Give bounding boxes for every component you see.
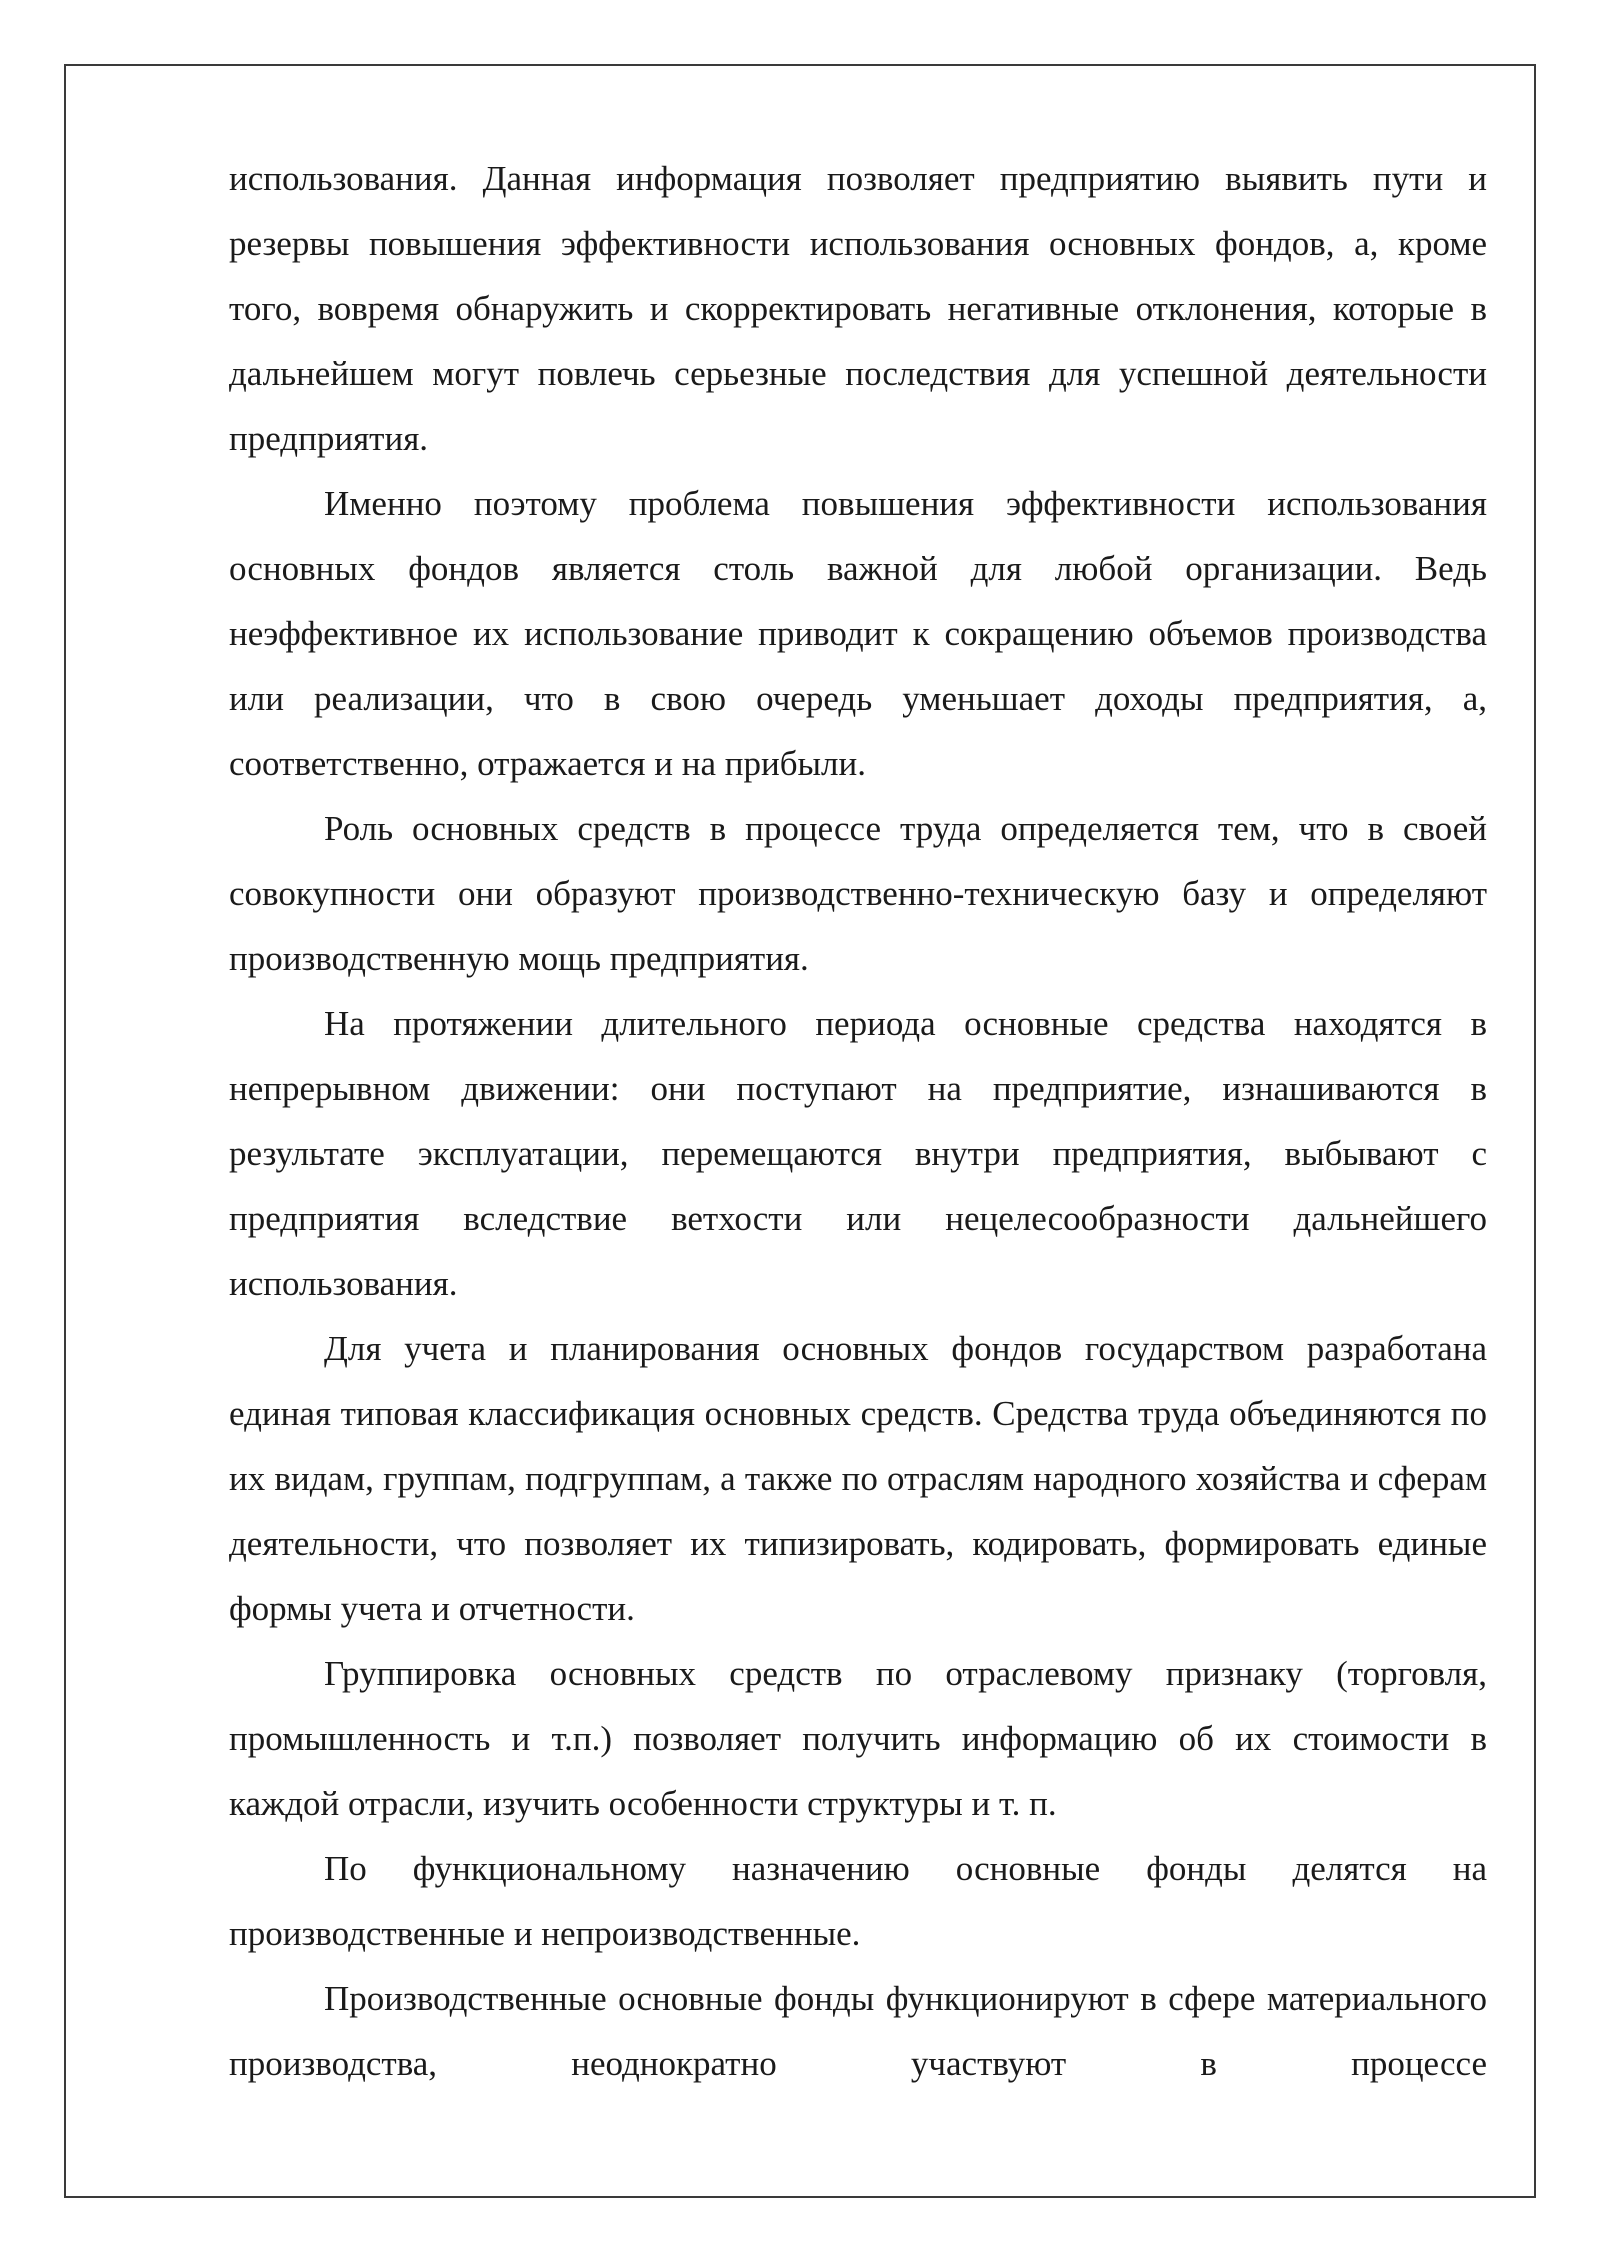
document-body	[229, 146, 1487, 2096]
paragraph: Для учета и планирования основных фондов государством разработана единая типовая классификация основных средств. Средства труда объединяются по их видам, группам, подгруппам, а также по отраслям народного хозяйства и сферам деятельности, что позволяет их типизировать, кодировать, формировать единые формы учета и отчетности.	[229, 1329, 1487, 1628]
paragraph-continues: Производственные основные фонды функционируют в сфере материального производства, неоднократно участвуют в процессе	[229, 1979, 1487, 2083]
paragraph: Группировка основных средств по отраслевому признаку (торговля, промышленность и т.п.) позволяет получить информацию об их стоимости в каждой отрасли, изучить особенности структуры и т. п.	[229, 1654, 1487, 1823]
paragraph: Роль основных средств в процессе труда определяется тем, что в своей совокупности они образуют производственно-техническую базу и определяют производственную мощь предприятия.	[229, 809, 1487, 978]
paragraph: Именно поэтому проблема повышения эффективности использования основных фондов является столь важной для любой организации. Ведь неэффективное их использование приводит к сокращению объемов производства или реализации, что в свою очередь уменьшает доходы предприятия, а, соответственно, отражается и на прибыли.	[229, 484, 1487, 783]
paragraph: На протяжении длительного периода основные средства находятся в непрерывном движении: они поступают на предприятие, изнашиваются в результате эксплуатации, перемещаются внутри предприятия, выбывают с предприятия вследствие ветхости или нецелесообразности дальнейшего использования.	[229, 1004, 1487, 1303]
paragraph-continued: использования. Данная информация позволяет предприятию выявить пути и резервы повышения эффективности использования основных фондов, а, кроме того, вовремя обнаружить и скорректировать негативные отклонения, которые в дальнейшем могут повлечь серьезные последствия для успешной деятельности предприятия.	[229, 159, 1487, 458]
paragraph: По функциональному назначению основные фонды делятся на производственные и непроизводственные.	[229, 1849, 1487, 1953]
